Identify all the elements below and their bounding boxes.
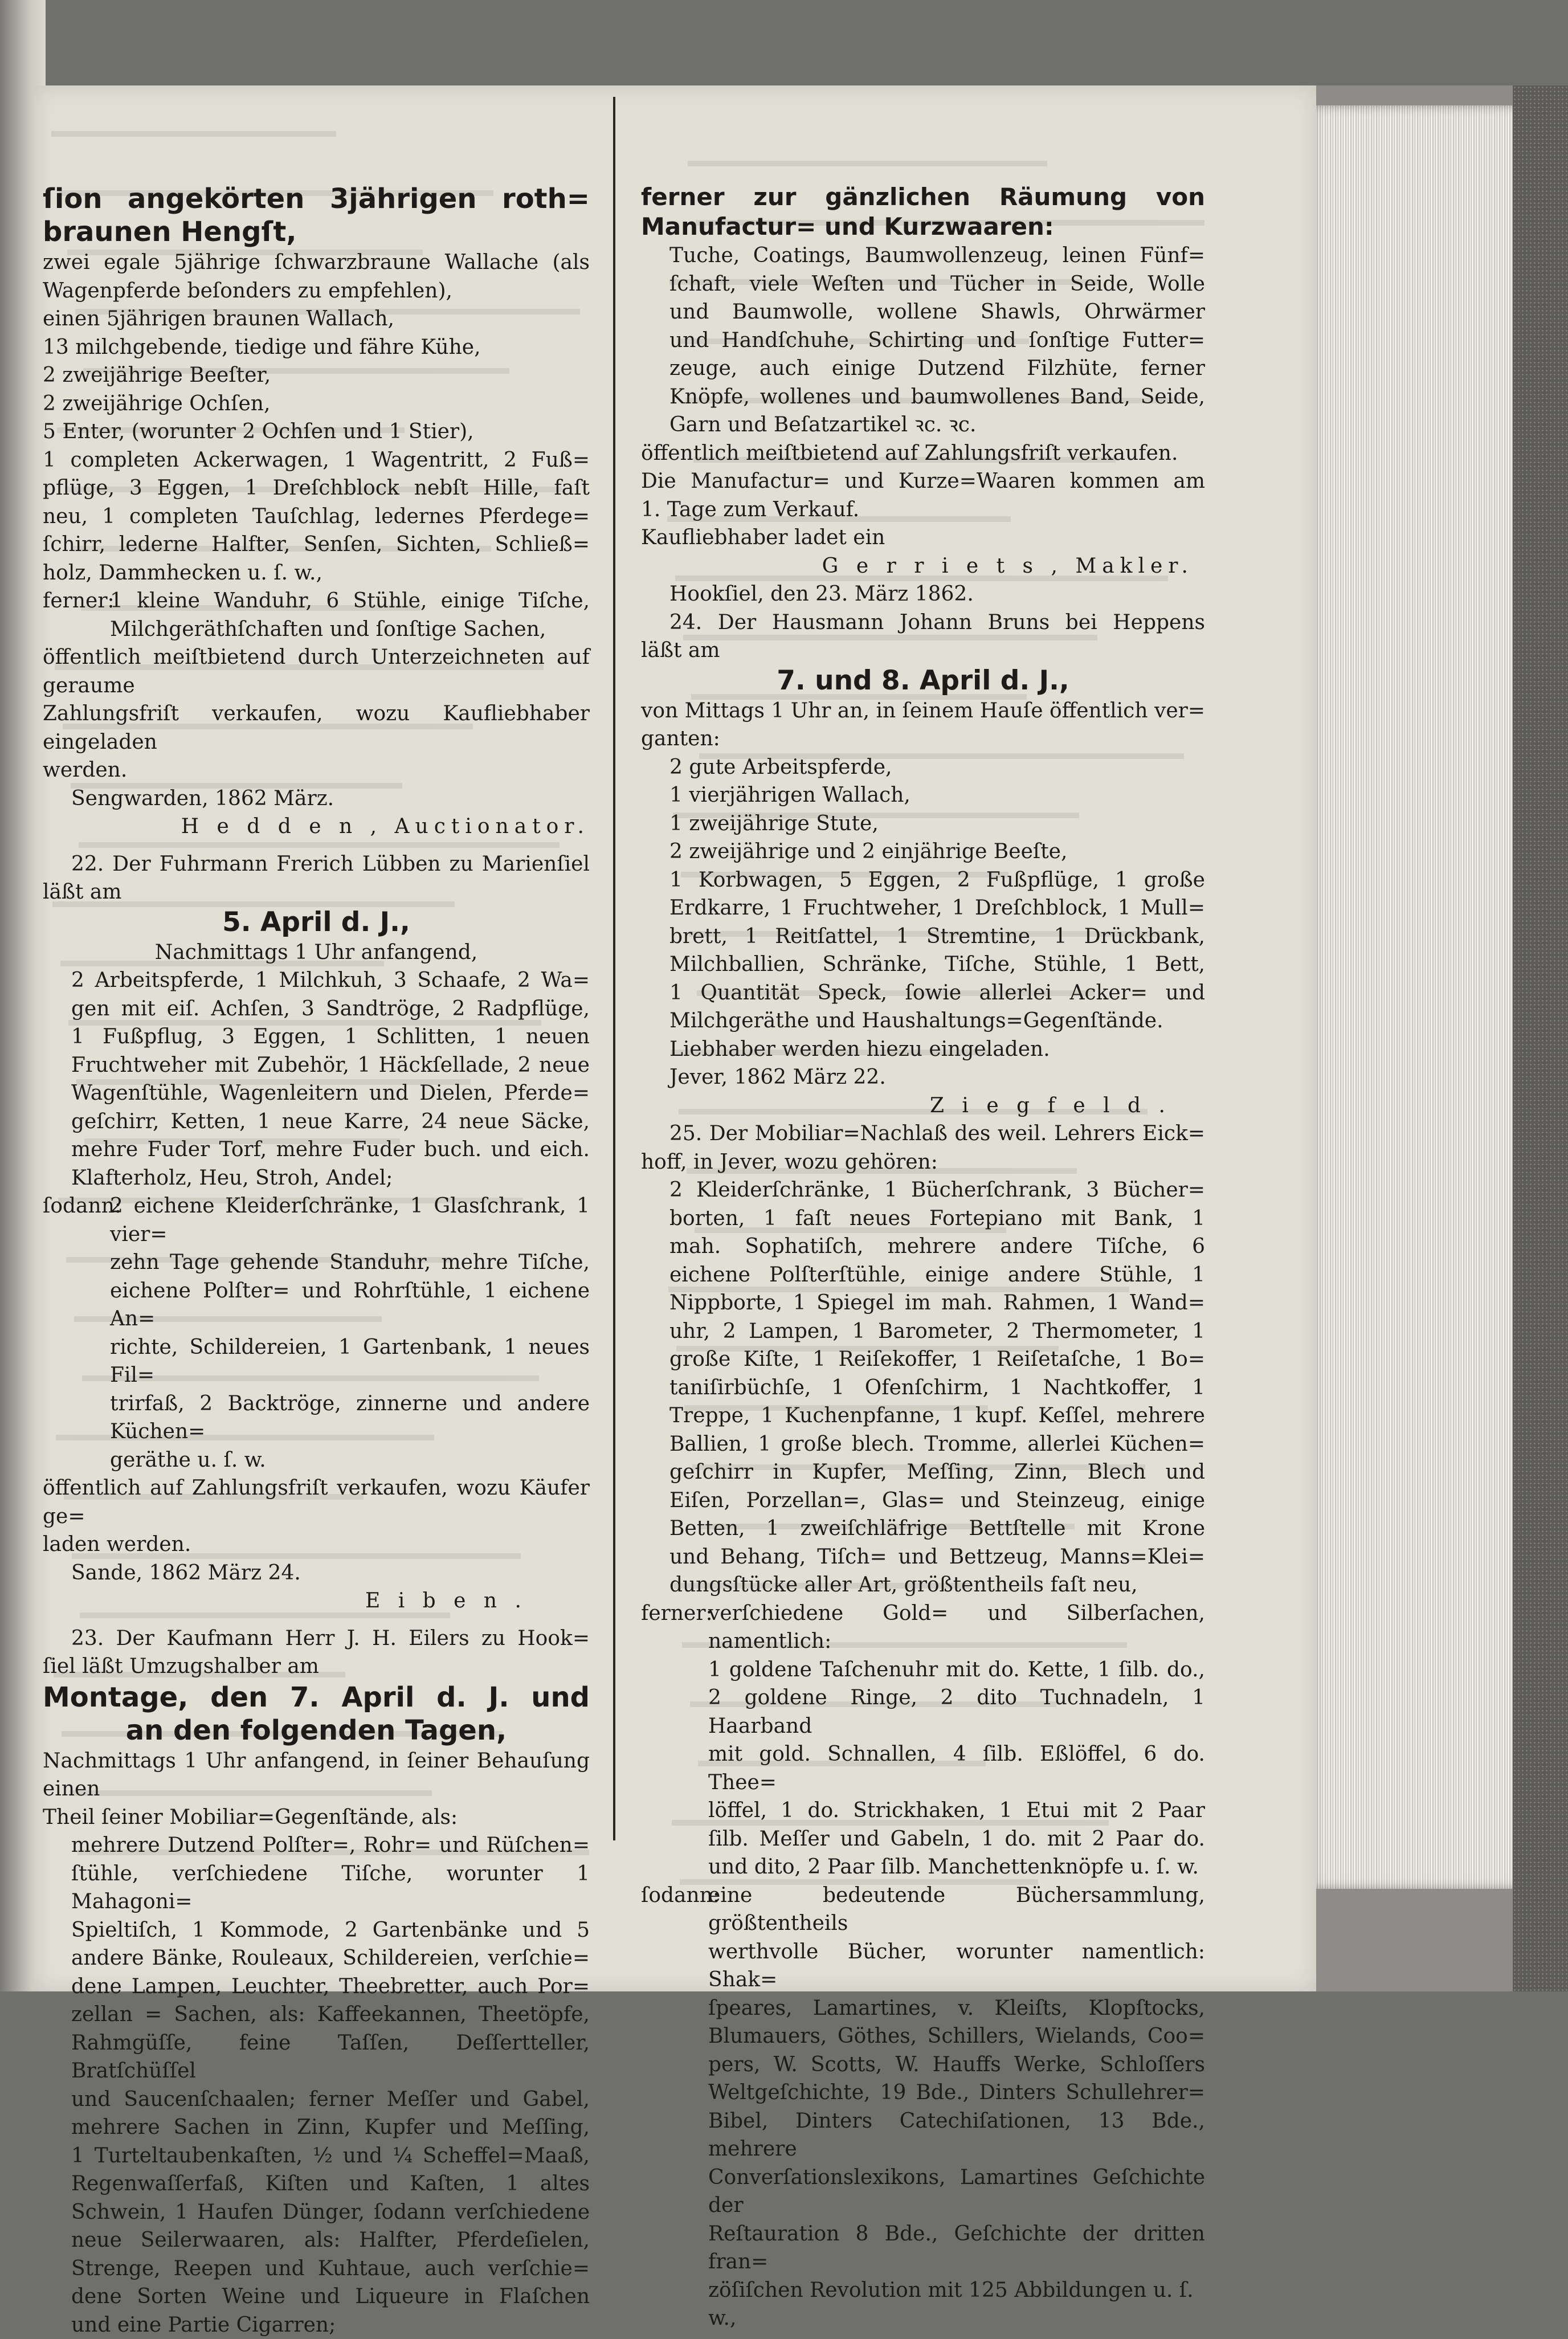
signature: Z i e g f e l d . xyxy=(641,1092,1205,1120)
list-line: Regenwaſſerfaß, Kiſten und Kaſten, 1 altes xyxy=(71,2170,590,2198)
horse-heading-line-1: ſion angekörten 3jährigen roth= xyxy=(43,182,590,215)
list-line: und Saucenſchaalen; ferner Meſſer und Gabel, xyxy=(71,2085,590,2114)
list-line: 13 milchgebende, tiedige und fähre Kühe, xyxy=(43,333,590,362)
list-line: 5 Enter, (worunter 2 Ochſen und 1 Stier), xyxy=(43,418,590,446)
list-line: 2 zweijährige und 2 einjährige Beeſte, xyxy=(669,838,1205,866)
list-line: Milchgeräthe und Haushaltungs=Gegenſtände. xyxy=(669,1007,1205,1035)
ad-25-intro: hoff, in Jever, wozu gehören: xyxy=(641,1148,1205,1177)
list-line: Garn und Beſatzartikel ꝛc. ꝛc. xyxy=(669,411,1205,439)
list-line: werthvolle Bücher, worunter namentlich: Shak= xyxy=(708,1938,1205,1994)
list-line: Reſtauration 8 Bde., Geſchichte der dritten fran= xyxy=(708,2220,1205,2276)
list-line: Wagenpferde beſonders zu empfehlen), xyxy=(43,277,590,305)
list-line: ſilb. Meſſer und Gabeln, 1 do. mit 2 Paar do. xyxy=(708,1825,1205,1854)
list-line: trirfaß, 2 Backtröge, zinnerne und andere Küchen= xyxy=(110,1390,590,1446)
closing-line: Theil ſeiner Mobiliar=Gegenſtände, als: xyxy=(43,1803,590,1832)
sodann-section xyxy=(43,1192,590,1474)
list-line: Milchballien, Schränke, Tiſche, Stühle, 1 Bett, xyxy=(669,950,1205,979)
list-line: richte, Schildereien, 1 Gartenbank, 1 neues Fil= xyxy=(110,1333,590,1390)
list-line: verſchiedene Gold= und Silberſachen, namentlich: xyxy=(708,1599,1205,1656)
list-line: 1 completen Ackerwagen, 1 Wagentritt, 2 Fuß= xyxy=(43,446,590,475)
ad-23-intro: ſiel läßt Umzugshalber am xyxy=(43,1652,590,1681)
ad-23-intro: 23. Der Kaufmann Herr J. H. Eilers zu Hook= xyxy=(43,1624,590,1653)
list-line: 1 Quantität Speck, ſowie allerlei Acker= und xyxy=(669,979,1205,1007)
place-date: Sande, 1862 März 24. xyxy=(43,1559,590,1587)
list-line: gen mit eiſ. Achſen, 3 Sandtröge, 2 Radpflüge, xyxy=(71,995,590,1023)
list-line: holz, Dammhecken u. ſ. w., xyxy=(43,559,590,587)
closing-line: Liebhaber werden hiezu eingeladen. xyxy=(641,1035,1205,1064)
list-line: 2 gute Arbeitspferde, xyxy=(669,753,1205,782)
closing-line: werden. xyxy=(43,756,590,785)
goods-list xyxy=(641,242,1205,439)
list-line: dungsſtücke aller Art, größtentheils faſt neu, xyxy=(669,1571,1205,1599)
closing-line: Zahlungsfriſt verkaufen, wozu Kaufliebhaber eingeladen xyxy=(43,700,590,756)
ad-24-date: 7. und 8. April d. J., xyxy=(641,665,1205,697)
list-line: zwei egale 5jährige ſchwarzbraune Wallache (als xyxy=(43,248,590,277)
ferner-label: ferner: xyxy=(641,1599,708,1881)
list-line: zeuge, auch einige Dutzend Filzhüte, ferner xyxy=(669,354,1205,383)
signature: G e r r i e t s , Makler. xyxy=(641,552,1205,581)
list-line: löffel, 1 do. Strickhaken, 1 Etui mit 2 Paar xyxy=(708,1797,1205,1825)
book-cover xyxy=(1513,85,1568,1991)
left-column xyxy=(43,182,590,2339)
list-line: ſtühle, verſchiedene Tiſche, worunter 1 Mahagoni= xyxy=(71,1860,590,1916)
signature: E i b e n . xyxy=(43,1587,590,1615)
list-line: mehrere Sachen in Zinn, Kupfer und Meſſing, xyxy=(71,2113,590,2142)
list-line: eichene Polſterſtühle, einige andere Stühle, 1 xyxy=(669,1261,1205,1289)
list-line: 1 Fußpflug, 3 Eggen, 1 Schlitten, 1 neuen xyxy=(71,1023,590,1051)
list-line: geſchirr in Kupfer, Meſſing, Zinn, Blech und xyxy=(669,1458,1205,1487)
list-line: geſchirr, Ketten, 1 neue Karre, 24 neue Säcke, xyxy=(71,1108,590,1136)
list-line: Bibel, Dinters Catechiſationen, 13 Bde., mehrere xyxy=(708,2107,1205,2164)
list-line: Klafterholz, Heu, Stroh, Andel; xyxy=(71,1164,590,1193)
ad-23-date-line-2: an den folgenden Tagen, xyxy=(43,1714,590,1747)
list-line: und Behang, Tiſch= und Bettzeug, Manns=Klei= xyxy=(669,1543,1205,1571)
list-line: 2 goldene Ringe, 2 dito Tuchnadeln, 1 Haarband xyxy=(708,1684,1205,1740)
ad-23-items xyxy=(43,1831,590,2339)
list-line: Knöpfe, wollenes und baumwollenes Band, Seide, xyxy=(669,383,1205,411)
ad-24-items xyxy=(641,753,1205,1035)
ferner-section xyxy=(43,587,590,643)
ferner-section xyxy=(641,1599,1205,1881)
closing-line: öffentlich meiſtbietend durch Unterzeichneten auf geraume xyxy=(43,643,590,700)
list-line: eine bedeutende Büchersammlung, größtentheils xyxy=(708,1881,1205,1938)
list-line: taniſirbüchſe, 1 Ofenſchirm, 1 Nachtkoffer, 1 xyxy=(669,1374,1205,1402)
list-line: ſchaft, viele Weſten und Tücher in Seide, Wolle xyxy=(669,270,1205,299)
list-line: borten, 1 faſt neues Fortepiano mit Bank, 1 xyxy=(669,1205,1205,1233)
sodann-label: ſodann: xyxy=(43,1192,110,1474)
ad-24-intro: 24. Der Hausmann Johann Bruns bei Heppens xyxy=(641,609,1205,637)
manufactur-heading-line-2: Manufactur= und Kurzwaaren: xyxy=(641,212,1205,242)
sodann-section xyxy=(641,1881,1205,2333)
ad-23-date-line-1: Montage, den 7. April d. J. und xyxy=(43,1681,590,1714)
closing-line: Die Manufactur= und Kurze=Waaren kommen am xyxy=(641,467,1205,496)
closing-line: öffentlich auf Zahlungsfriſt verkaufen, wozu Käufer ge= xyxy=(43,1474,590,1530)
ad-22-intro: läßt am xyxy=(43,878,590,907)
closing-line: ganten: xyxy=(641,725,1205,753)
list-line: 2 Kleiderſchränke, 1 Bücherſchrank, 3 Bücher= xyxy=(669,1176,1205,1205)
list-line: 1 Turteltaubenkaſten, ½ und ¼ Scheffel=Maaß, xyxy=(71,2142,590,2170)
ad-22-date: 5. April d. J., xyxy=(43,907,590,938)
list-line: dene Sorten Weine und Liqueure in Flaſchen xyxy=(71,2283,590,2311)
closing-line: öffentlich meiſtbietend auf Zahlungsfriſt verkaufen. xyxy=(641,439,1205,468)
list-line: 2 eichene Kleiderſchränke, 1 Glasſchrank, 1 vier= xyxy=(110,1192,590,1248)
right-column xyxy=(641,182,1205,2333)
list-line: 1 Korbwagen, 5 Eggen, 2 Fußpflüge, 1 große xyxy=(669,866,1205,895)
list-line: Betten, 1 zweiſchläfrige Bettſtelle mit Krone xyxy=(669,1515,1205,1543)
ad-25-items xyxy=(641,1176,1205,1599)
closing-line: Nachmittags 1 Uhr anfangend, in ſeiner Behauſung einen xyxy=(43,1747,590,1803)
list-line: Milchgeräthſchaften und ſonſtige Sachen, xyxy=(110,615,590,644)
list-line: neue Seilerwaaren, als: Halfter, Pferdeſielen, xyxy=(71,2226,590,2255)
closing-line: 1. Tage zum Verkauf. xyxy=(641,496,1205,524)
list-line: Strenge, Reepen und Kuhtaue, auch verſchie= xyxy=(71,2255,590,2283)
list-line: und Handſchuhe, Schirting und ſonſtige Futter= xyxy=(669,326,1205,355)
list-line: 1 goldene Taſchenuhr mit do. Kette, 1 ſilb. do., xyxy=(708,1656,1205,1684)
list-line: pers, W. Scotts, W. Hauffs Werke, Schloſſers xyxy=(708,2051,1205,2079)
list-line: 1 zweijährige Stute, xyxy=(669,810,1205,838)
list-line: 1 kleine Wanduhr, 6 Stühle, einige Tiſche, xyxy=(110,587,590,615)
bleed-through-line xyxy=(51,131,336,137)
list-line: und Baumwolle, wollene Shawls, Ohrwärmer xyxy=(669,298,1205,326)
list-line: einen 5jährigen braunen Wallach, xyxy=(43,305,590,333)
manufactur-heading-line-1: ferner zur gänzlichen Räumung von xyxy=(641,182,1205,212)
list-line: 2 zweijährige Ochſen, xyxy=(43,390,590,418)
list-line: Eiſen, Porzellan=, Glas= und Steinzeug, einige xyxy=(669,1487,1205,1515)
list-line: Treppe, 1 Kuchenpfanne, 1 kupf. Keſſel, mehrere xyxy=(669,1402,1205,1430)
closing-line: laden werden. xyxy=(43,1530,590,1559)
list-line: Fruchtweher mit Zubehör, 1 Häckſellade, 2 neue xyxy=(71,1051,590,1080)
list-line: zellan = Sachen, als: Kaffeekannen, Theetöpfe, xyxy=(71,2001,590,2029)
list-line: zehn Tage gehende Standuhr, mehre Tiſche, xyxy=(110,1248,590,1277)
list-line: Weltgeſchichte, 19 Bde., Dinters Schullehrer= xyxy=(708,2079,1205,2107)
list-line: zöſiſchen Revolution mit 125 Abbildungen u. ſ. w., xyxy=(708,2276,1205,2333)
place-date: Sengwarden, 1862 März. xyxy=(43,785,590,813)
ad-25-intro: 25. Der Mobiliar=Nachlaß des weil. Lehrers Eick= xyxy=(641,1120,1205,1148)
ad-24-intro: läßt am xyxy=(641,636,1205,665)
horse-heading-line-2: braunen Hengſt, xyxy=(43,215,590,248)
list-line: mehrere Dutzend Polſter=, Rohr= und Rüſchen= xyxy=(71,1831,590,1860)
list-line: ſpeares, Lamartines, v. Kleiſts, Klopſtocks, xyxy=(708,1994,1205,2023)
list-line: geräthe u. ſ. w. xyxy=(110,1446,590,1475)
ad-22-items xyxy=(43,966,590,1192)
list-line: 2 zweijährige Beeſter, xyxy=(43,361,590,390)
list-line: mehre Fuder Torf, mehre Fuder buch. und eich. xyxy=(71,1136,590,1164)
ferner-label: ferner: xyxy=(43,587,110,643)
bleed-through-line xyxy=(688,161,1047,166)
place-date: Hookſiel, den 23. März 1862. xyxy=(641,580,1205,609)
list-line: eichene Polſter= und Rohrſtühle, 1 eichene An= xyxy=(110,1277,590,1333)
list-line: dene Lampen, Leuchter, Theebretter, auch Por= xyxy=(71,1973,590,2001)
list-line: Ballien, 1 große blech. Tromme, allerlei Küchen= xyxy=(669,1430,1205,1459)
list-line: ſchirr, lederne Halfter, Senſen, Sichten, Schließ= xyxy=(43,530,590,559)
list-line: uhr, 2 Lampen, 1 Barometer, 2 Thermometer, 1 xyxy=(669,1317,1205,1346)
list-line: mit gold. Schnallen, 4 ſilb. Eßlöffel, 6 do. Thee= xyxy=(708,1740,1205,1797)
list-line: Rahmgüſſe, feine Taſſen, Deſſertteller, Bratſchüſſel xyxy=(71,2029,590,2085)
closing-line: Kaufliebhaber ladet ein xyxy=(641,524,1205,552)
livestock-list xyxy=(43,248,590,587)
sodann-label: ſodann: xyxy=(641,1881,708,2333)
list-line: 1 vierjährigen Wallach, xyxy=(669,781,1205,810)
list-line: und dito, 2 Paar ſilb. Manchettenknöpfe u. ſ. w. xyxy=(708,1853,1205,1881)
list-line: andere Bänke, Rouleaux, Schildereien, verſchie= xyxy=(71,1944,590,1973)
list-line: Schwein, 1 Haufen Dünger, ſodann verſchiedene xyxy=(71,2198,590,2227)
place-date: Jever, 1862 März 22. xyxy=(641,1063,1205,1092)
list-line: 2 Arbeitspferde, 1 Milchkuh, 3 Schaafe, 2 Wa= xyxy=(71,966,590,995)
list-line: Blumauers, Göthes, Schillers, Wielands, Coo= xyxy=(708,2022,1205,2051)
list-line: brett, 1 Reitſattel, 1 Stremtine, 1 Drückbank, xyxy=(669,922,1205,951)
column-divider xyxy=(613,97,615,1840)
ad-22-time: Nachmittags 1 Uhr anfangend, xyxy=(43,938,590,967)
list-line: Spieltiſch, 1 Kommode, 2 Gartenbänke und 5 xyxy=(71,1916,590,1945)
list-line: mah. Sophatiſch, mehrere andere Tiſche, 6 xyxy=(669,1232,1205,1261)
list-line: große Kiſte, 1 Reiſekoffer, 1 Reiſetaſche, 1 Bo= xyxy=(669,1345,1205,1374)
list-line: pflüge, 3 Eggen, 1 Dreſchblock nebſt Hille, faſt xyxy=(43,474,590,503)
list-line: Converſationslexikons, Lamartines Geſchichte der xyxy=(708,2164,1205,2220)
list-line: Nippborte, 1 Spiegel im mah. Rahmen, 1 Wand= xyxy=(669,1289,1205,1317)
list-line: und eine Partie Cigarren; xyxy=(71,2311,590,2339)
list-line: Tuche, Coatings, Baumwollenzeug, leinen Fünf= xyxy=(669,242,1205,270)
list-line: Erdkarre, 1 Fruchtweher, 1 Dreſchblock, 1 Mull= xyxy=(669,894,1205,922)
closing-line: von Mittags 1 Uhr an, in ſeinem Hauſe öffentlich ver= xyxy=(641,697,1205,725)
list-line: Wagenſtühle, Wagenleitern und Dielen, Pferde= xyxy=(71,1079,590,1108)
list-line: neu, 1 completen Tauſchlag, ledernes Pferdege= xyxy=(43,503,590,531)
ad-22-intro: 22. Der Fuhrmann Frerich Lübben zu Marienſiel xyxy=(43,850,590,879)
signature: H e d d e n , Auctionator. xyxy=(43,813,590,841)
